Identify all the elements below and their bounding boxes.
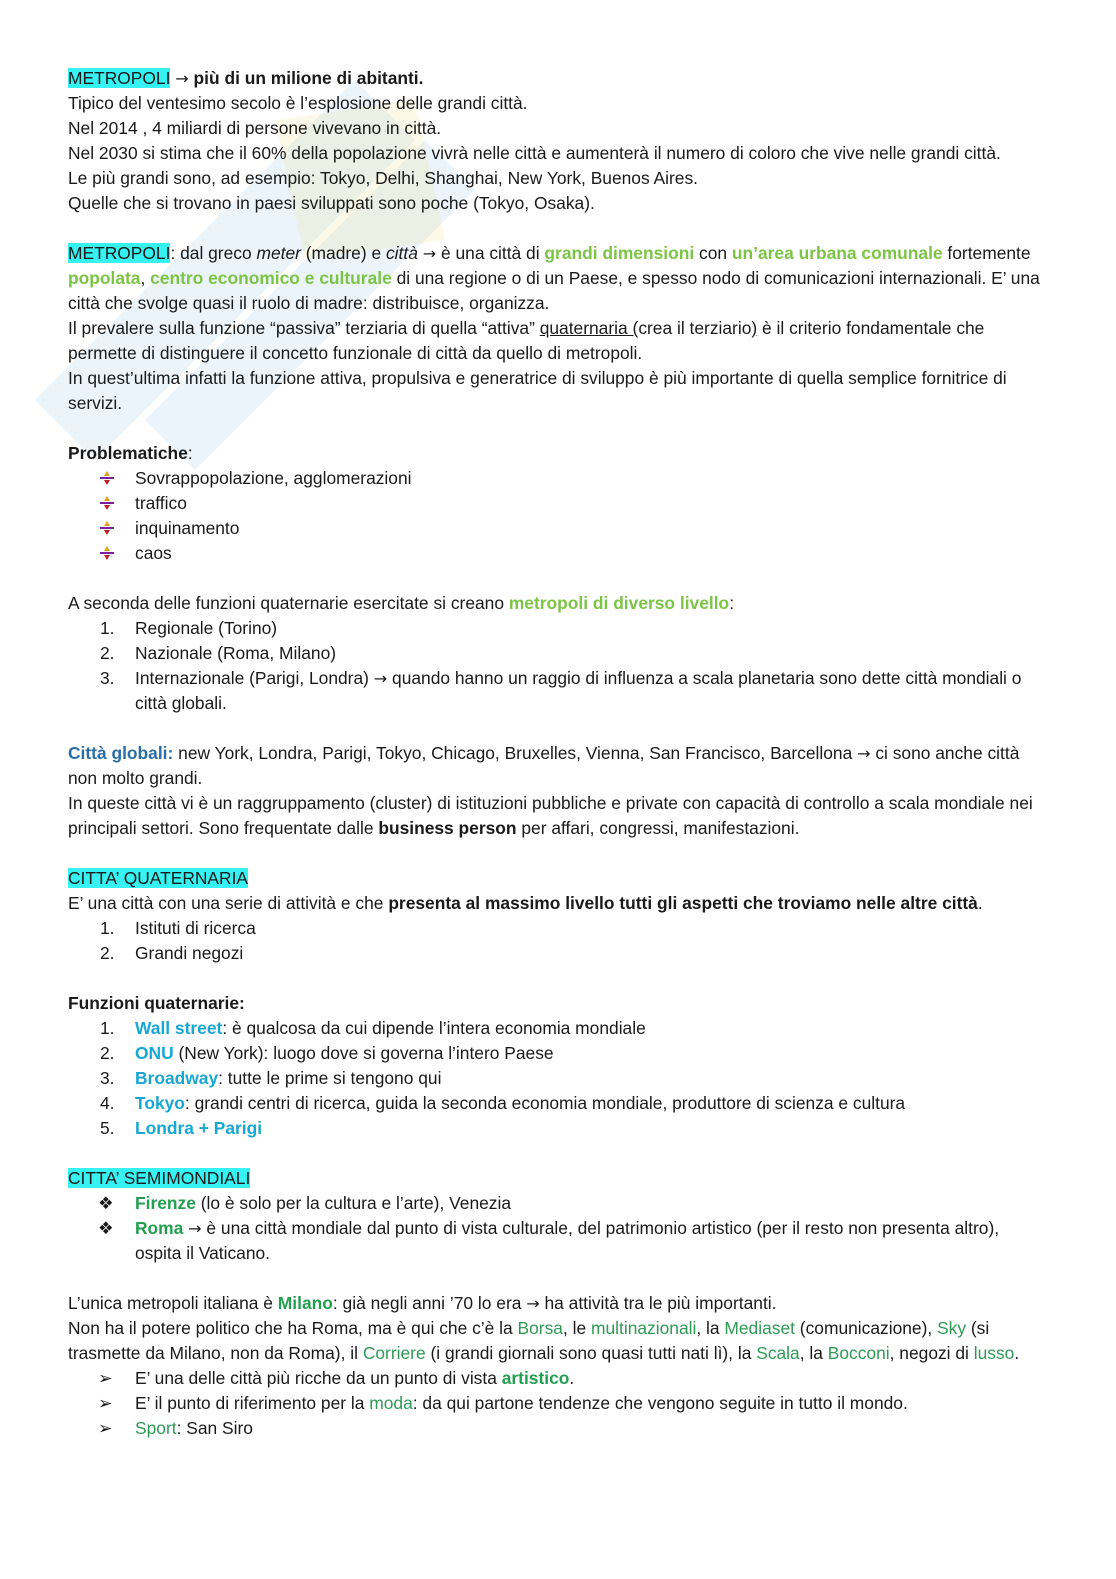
funzioni-list xyxy=(68,1016,1048,1141)
list-item: 3. Internazionale (Parigi, Londra) → quando hanno un raggio di influenza a scala planetaria sono dette città mondiali o città globali. xyxy=(100,668,1022,713)
milano-details-paragraph: Non ha il potere politico che ha Roma, ma è qui che c’è la Borsa, le multinazionali, la Mediaset (comunicazione), Sky (si trasmette da Milano, non da Roma), il Corriere (i grandi giornali sono quasi tutti nati lì), la Scala, la Bocconi, negozi di lusso. xyxy=(68,1318,1020,1363)
arrowhead-bullet-icon: ➢ xyxy=(98,1368,113,1388)
diamond-bullet-icon: ❖ xyxy=(98,1193,114,1213)
bullet-arrow-icon xyxy=(98,541,128,566)
list-item: ➢ Sport: San Siro xyxy=(68,1416,1048,1441)
citta-quaternaria-heading: CITTA’ QUATERNARIA xyxy=(68,868,249,888)
list-item: ❖ Roma → è una città mondiale dal punto di vista culturale, del patrimonio artistico (per il resto non presenta altro), ospita il Vaticano. xyxy=(98,1218,1000,1263)
citta-quaternaria-text: E’ una città con una serie di attività e che presenta al massimo livello tutti gli aspetti che troviamo nelle altre città. xyxy=(68,893,983,913)
list-item: 2. ONU (New York): luogo dove si governa l’intero Paese xyxy=(100,1043,554,1063)
text-line: Nel 2030 si stima che il 60% della popolazione vivrà nelle città e aumenterà il numero di coloro che vive nelle grandi città. xyxy=(68,143,1001,163)
semimondiali-list xyxy=(68,1191,1048,1266)
arrow-right-icon: → xyxy=(188,1219,202,1238)
list-item: ➢ E’ il punto di riferimento per la moda: da qui partone tendenze che vengono seguite in tutto il mondo. xyxy=(68,1391,1048,1416)
livello-list xyxy=(68,616,1048,716)
list-item: 2. Nazionale (Roma, Milano) xyxy=(100,643,337,663)
list-item: 3. Broadway: tutte le prime si tengono qui xyxy=(100,1068,442,1088)
document-page xyxy=(68,66,1048,1441)
text-line: Le più grandi sono, ad esempio: Tokyo, Delhi, Shanghai, New York, Buenos Aires. xyxy=(68,168,699,188)
list-item: 1. Wall street: è qualcosa da cui dipende l’intera economia mondiale xyxy=(100,1018,646,1038)
list-item: 1. Istituti di ricerca xyxy=(100,918,256,938)
semimondiali-heading: CITTA’ SEMIMONDIALI xyxy=(68,1168,251,1188)
list-item: traffico xyxy=(68,491,1048,516)
metropoli-heading: METROPOLI → più di un milione di abitanti. xyxy=(68,68,424,88)
list-item: 5. Londra + Parigi xyxy=(100,1118,263,1138)
quaternaria-paragraph: Il prevalere sulla funzione “passiva” terziaria di quella “attiva” quaternaria (crea il terziario) è il criterio fondamentale che permette di distinguere il concetto funzionale di città da quello di metropoli. xyxy=(68,318,985,363)
text-line: Tipico del ventesimo secolo è l’esplosione delle grandi città. xyxy=(68,93,528,113)
quaternaria-list xyxy=(68,916,1048,966)
list-item: Sovrappopolazione, agglomerazioni xyxy=(68,466,1048,491)
arrow-right-icon: → xyxy=(175,69,189,88)
list-item: 1. Regionale (Torino) xyxy=(100,618,278,638)
problematiche-list xyxy=(68,466,1048,566)
arrow-right-icon: → xyxy=(373,669,388,688)
text-line: Nel 2014 , 4 miliardi di persone vivevano in città. xyxy=(68,118,442,138)
arrow-right-icon: → xyxy=(526,1294,540,1313)
arrowhead-bullet-icon: ➢ xyxy=(98,1393,113,1413)
problematiche-heading: Problematiche: xyxy=(68,443,193,463)
cluster-paragraph: In queste città vi è un raggruppamento (cluster) di istituzioni pubbliche e private con capacità di controllo a scala mondiale nei principali settori. Sono frequentate dalle business person per affari, congressi, manifestazioni. xyxy=(68,793,1033,838)
list-item: inquinamento xyxy=(68,516,1048,541)
list-item: ❖ Firenze (lo è solo per la cultura e l’arte), Venezia xyxy=(68,1191,1048,1216)
arrow-right-icon: → xyxy=(857,744,871,763)
bullet-arrow-icon xyxy=(98,491,128,516)
metropoli-definition: METROPOLI: dal greco meter (madre) e città → è una città di grandi dimensioni con un’area urbana comunale fortemente popolata, centro economico e culturale di una regione o di un Paese, e spesso nodo di comunicazioni internazionali. E’ una città che svolge quasi il ruolo di madre: distribuisce, organizza. xyxy=(68,243,1040,313)
arrow-right-icon: → xyxy=(422,244,437,263)
funzioni-heading: Funzioni quaternarie: xyxy=(68,993,245,1013)
diamond-bullet-icon: ❖ xyxy=(98,1218,114,1238)
citta-globali-paragraph: Città globali: new York, Londra, Parigi, Tokyo, Chicago, Bruxelles, Vienna, San Francisco, Barcellona → ci sono anche città non molto grandi. xyxy=(68,743,1020,788)
arrowhead-bullet-icon: ➢ xyxy=(98,1418,113,1438)
list-item: ➢ E’ una delle città più ricche da un punto di vista artistico. xyxy=(68,1366,1048,1391)
list-item: caos xyxy=(68,541,1048,566)
bullet-arrow-icon xyxy=(98,516,128,541)
text-paragraph: In quest’ultima infatti la funzione attiva, propulsiva e generatrice di sviluppo è più importante di quella semplice fornitrice di servizi. xyxy=(68,368,1007,413)
bullet-arrow-icon xyxy=(98,466,128,491)
text-line: Quelle che si trovano in paesi sviluppati sono poche (Tokyo, Osaka). xyxy=(68,193,595,213)
livello-intro: A seconda delle funzioni quaternarie esercitate si creano metropoli di diverso livello: xyxy=(68,593,735,613)
list-item: 4. Tokyo: grandi centri di ricerca, guida la seconda economia mondiale, produttore di scienza e cultura xyxy=(100,1093,906,1113)
list-item: 2. Grandi negozi xyxy=(100,943,244,963)
milano-paragraph: L’unica metropoli italiana è Milano: già negli anni ’70 lo era → ha attività tra le più importanti. xyxy=(68,1293,777,1313)
milano-list xyxy=(68,1366,1048,1441)
